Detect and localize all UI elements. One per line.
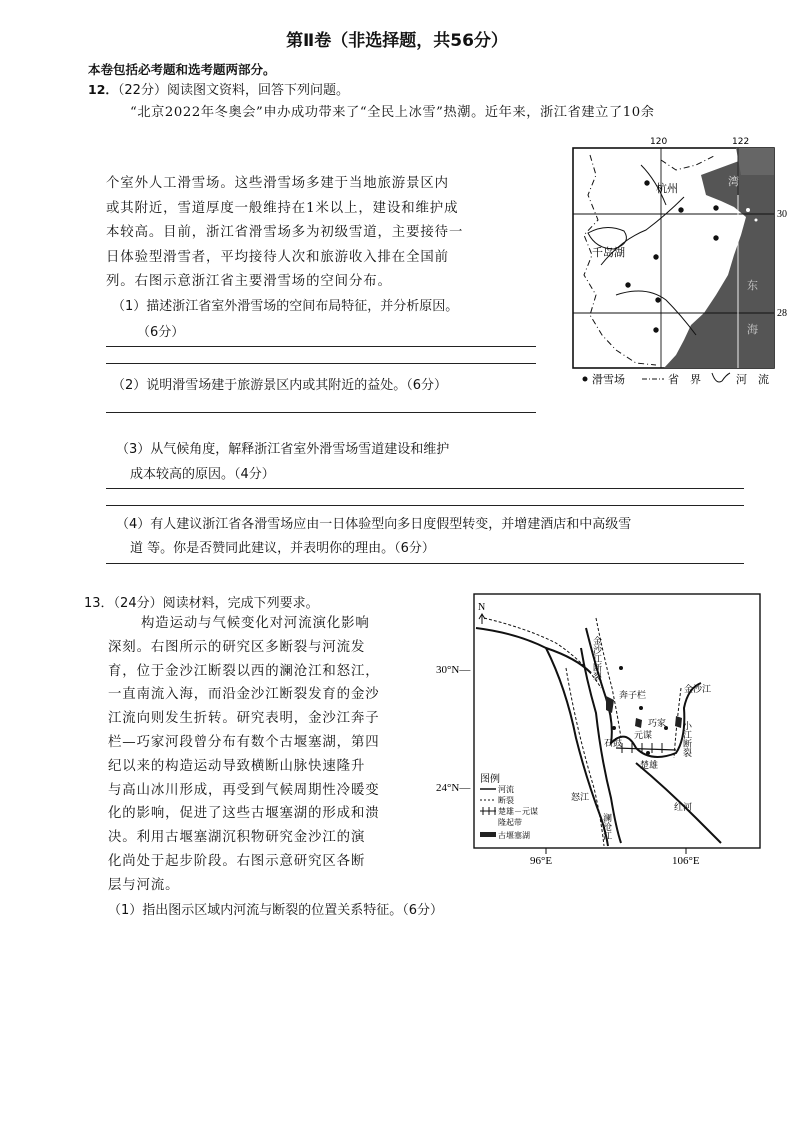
- q12-sub3-line1: （3）从气候角度，解释浙江省室外滑雪场雪道建设和维护: [116, 442, 450, 457]
- material-line: 江流向则发生折转。研究表明，金沙江奔子: [108, 711, 380, 727]
- legend-uplift-2: 隆起带: [498, 818, 522, 827]
- section-title: 第Ⅱ卷（非选择题，共56分）: [286, 31, 508, 51]
- answer-line[interactable]: [106, 363, 536, 364]
- label-nujiang: 怒江: [571, 793, 590, 803]
- lon-106-label: 106°E: [672, 855, 700, 867]
- legend-uplift-1: 楚雄－元谋: [498, 807, 538, 816]
- map-bay: 湾: [728, 175, 739, 188]
- map-lat-28: 28: [777, 308, 787, 319]
- legend-lake: 古堰塞湖: [498, 831, 530, 840]
- material-line: 与高山冰川形成，再受到气候周期性冷暖变: [108, 782, 380, 798]
- label-xiaojiang-fault: 小江断裂: [681, 721, 691, 757]
- q12-sub2: （2）说明滑雪场建于旅游景区内或其附近的益处。（6分）: [112, 378, 448, 393]
- legend-title: 图例: [480, 774, 500, 785]
- label-chuxiong: 楚雄: [640, 761, 659, 771]
- question-13-head: （24分）阅读材料，完成下列要求。: [113, 596, 319, 611]
- ski-resort-point: [713, 205, 718, 210]
- label-jinshajiang: 金沙江: [684, 685, 712, 695]
- answer-line[interactable]: [106, 488, 744, 489]
- legend-ski: 滑雪场: [592, 373, 625, 386]
- lat-30-label: 30°N—: [436, 664, 471, 676]
- intro-line: 列。右图示意浙江省主要滑雪场的空间分布。: [106, 274, 392, 290]
- label-benzilan: 奔子栏: [619, 691, 647, 701]
- lon-96-label: 96°E: [530, 855, 553, 867]
- lat-24-label: 24°N—: [436, 782, 471, 794]
- map-sea-2: 海: [747, 323, 758, 336]
- ski-resort-point: [713, 235, 718, 240]
- ski-resort-point: [625, 282, 630, 287]
- legend-border: 省 界: [668, 373, 701, 386]
- map-lake: 千岛湖: [592, 246, 625, 259]
- q12-sub3-line2: 成本较高的原因。（4分）: [130, 467, 275, 482]
- legend-fault: 断裂: [498, 796, 514, 805]
- label-honghe: 红河: [674, 803, 693, 813]
- legend-river: 河 流: [736, 373, 769, 386]
- material-line: 化尚处于起步阶段。右图示意研究区各断: [108, 853, 366, 869]
- q13-sub1: （1）指出图示区域内河流与断裂的位置关系特征。（6分）: [108, 903, 444, 918]
- label-jinsha-fault: 金沙江断裂: [591, 636, 601, 681]
- label-lancang: 澜沧江: [601, 813, 611, 840]
- map-sea-1: 东: [747, 279, 758, 292]
- material-line: 深刻。右图所示的研究区多断裂与河流发: [108, 639, 366, 655]
- question-12-intro-paragraph: [106, 172, 463, 295]
- intro-line: 日体验型滑雪者，平均接待人次和旅游收入排在全国前: [106, 249, 449, 265]
- answer-line[interactable]: [106, 563, 744, 564]
- answer-line[interactable]: [106, 346, 536, 347]
- north-label: N: [478, 602, 486, 613]
- map-lon-120: 120: [650, 137, 668, 147]
- question-12-number: 12．: [88, 82, 118, 97]
- intro-line: 个室外人工滑雪场。这些滑雪场多建于当地旅游景区内: [106, 176, 449, 191]
- zhejiang-ski-map: [566, 135, 794, 395]
- legend-lake-icon: [480, 832, 496, 837]
- material-line: 决。利用古堰塞湖沉积物研究金沙江的演: [108, 830, 366, 846]
- section-subtitle: 本卷包括必考题和选考题两部分。: [88, 62, 276, 77]
- q12-sub1-line1: （1）描述浙江省室外滑雪场的空间布局特征，并分析原因。: [112, 299, 459, 314]
- label-qiaojia: 巧家: [648, 719, 667, 729]
- intro-line: 或其附近，雪道厚度一般维持在1米以上，建设和维护成: [106, 200, 459, 216]
- ski-resort-point: [644, 180, 649, 185]
- map-city-hangzhou: 杭州: [656, 182, 678, 195]
- fault-river-map: [436, 588, 766, 873]
- map-lon-122: 122: [732, 137, 750, 147]
- legend-river: 河流: [498, 785, 514, 794]
- question-12-stem: [88, 79, 349, 98]
- material-line: 构造运动与气候变化对河流演化影响: [141, 616, 370, 631]
- material-line: 一直南流入海，而沿金沙江断裂发育的金沙: [108, 687, 380, 703]
- question-13-material: [108, 612, 380, 898]
- q12-sub1-line2: （6分）: [137, 325, 185, 340]
- answer-line[interactable]: [106, 505, 744, 506]
- ski-resort-point: [678, 207, 683, 212]
- material-line: 层与河流。: [108, 877, 180, 893]
- question-13-stem: [84, 592, 319, 611]
- label-shigu: 石鼓: [604, 739, 623, 749]
- material-line: 纪以来的构造运动导致横断山脉快速隆升: [108, 758, 366, 774]
- material-line: 栏—巧家河段曾分布有数个古堰塞湖，第四: [108, 734, 380, 750]
- q12-sub4-line2: 道 等。你是否赞同此建议，并表明你的理由。（6分）: [130, 541, 435, 556]
- q12-sub4-line1: （4）有人建议浙江省各滑雪场应由一日体验型向多日度假型转变，并增建酒店和中高级雪: [116, 517, 632, 532]
- ski-resort-point: [655, 297, 660, 302]
- legend-point-icon: [583, 377, 588, 382]
- ski-resort-point: [653, 254, 658, 259]
- question-12-head: （22分）阅读图文资料，回答下列问题。: [117, 83, 349, 98]
- question-12-intro-line1: “北京2022年冬奥会”申办成功带来了“全民上冰雪”热潮。近年来，浙江省建立了10余: [130, 105, 655, 120]
- intro-line: 本较高。目前，浙江省滑雪场多为初级雪道，主要接待一: [106, 225, 464, 241]
- ski-resort-point: [653, 327, 658, 332]
- material-line: 育，位于金沙江断裂以西的澜沧江和怒江，: [108, 663, 380, 679]
- question-13-number: 13．: [84, 596, 114, 611]
- answer-line[interactable]: [106, 412, 536, 413]
- map-lat-30: 30: [777, 209, 787, 220]
- material-line: 化的影响，促进了这些古堰塞湖的形成和溃: [108, 806, 380, 822]
- legend-river-icon: [712, 373, 730, 382]
- label-yuanmou: 元谋: [634, 731, 653, 741]
